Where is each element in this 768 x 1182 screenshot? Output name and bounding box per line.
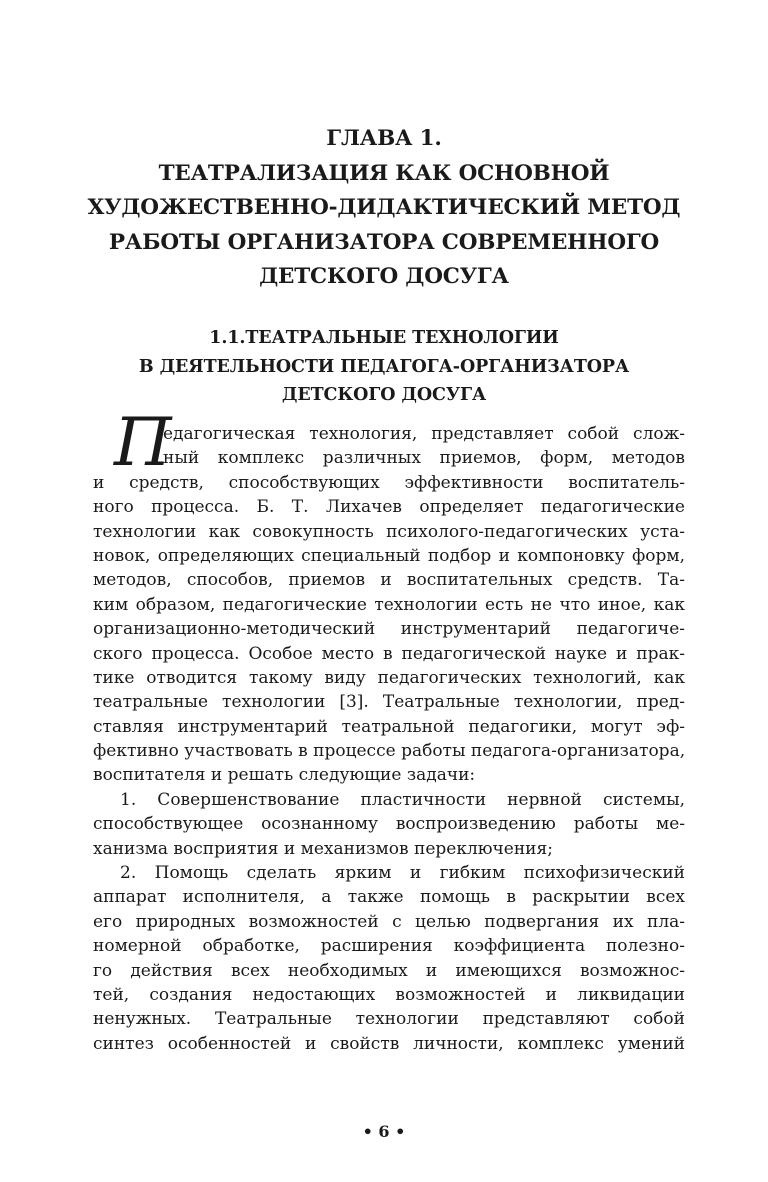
chapter-heading-line: ДЕТСКОГО ДОСУГА — [259, 264, 509, 289]
text-line: организационно-методический инструментарий педагогиче- — [93, 619, 685, 640]
text-line: технологии как совокупность психолого-педагогических уста- — [93, 521, 685, 542]
text-line: воспитателя и решать следующие задачи: — [93, 765, 476, 786]
text-line: 1. Совершенствование пластичности нервной системы, — [120, 789, 685, 810]
chapter-heading — [0, 122, 768, 295]
text-line: аппарат исполнителя, а также помощь в раскрытии всех — [93, 887, 685, 908]
text-line: театральные технологии [3]. Театральные технологии, пред- — [93, 692, 685, 713]
text-line: новок, определяющих специальный подбор и компоновку форм, — [93, 545, 685, 566]
section-heading-line: 1.1.ТЕАТРАЛЬНЫЕ ТЕХНОЛОГИИ — [209, 328, 559, 348]
text-line: синтез особенностей и свойств личности, комплекс умений — [93, 1033, 685, 1054]
text-line: 2. Помощь сделать ярким и гибким психофизический — [120, 863, 685, 884]
text-line: способствующее осознанному воспроизведению работы ме- — [93, 814, 685, 835]
text-line: ного процесса. Б. Т. Лихачев определяет педагогические — [93, 497, 685, 518]
chapter-heading-line: ГЛАВА 1. — [326, 126, 442, 151]
text-line: ким образом, педагогические технологии есть не что иное, как — [93, 594, 685, 615]
text-line: его природных возможностей с целью подвергания их пла- — [93, 911, 685, 932]
text-line: ненужных. Театральные технологии представляют собой — [93, 1009, 685, 1030]
text-line: методов, способов, приемов и воспитательных средств. Та- — [93, 570, 685, 591]
body-text — [93, 422, 685, 1056]
chapter-heading-line: ХУДОЖЕСТВЕННО-ДИДАКТИЧЕСКИЙ МЕТОД — [87, 195, 681, 220]
text-line: едагогическая технология, представляет собой слож- — [163, 424, 685, 444]
text-line: номерной обработке, расширения коэффициента полезно- — [93, 936, 685, 957]
chapter-heading-line: ТЕАТРАЛИЗАЦИЯ КАК ОСНОВНОЙ — [158, 160, 610, 186]
text-line: ставляя инструментарий театральной педагогики, могут эф- — [93, 716, 685, 737]
section-heading-line: В ДЕЯТЕЛЬНОСТИ ПЕДАГОГА-ОРГАНИЗАТОРА — [138, 356, 630, 377]
text-line: ского процесса. Особое место в педагогической науке и прак- — [93, 643, 685, 664]
page-number: • 6 • — [362, 1122, 406, 1141]
text-line: го действия всех необходимых и имеющихся возможнос- — [93, 960, 685, 981]
text-line: тике отводится такому виду педагогических технологий, как — [93, 667, 685, 688]
chapter-heading-line: РАБОТЫ ОРГАНИЗАТОРА СОВРЕМЕННОГО — [108, 229, 660, 255]
text-line: ханизма восприятия и механизмов переключения; — [93, 838, 553, 859]
section-heading-line: ДЕТСКОГО ДОСУГА — [281, 385, 487, 405]
text-line: фективно участвовать в процессе работы педагога-организатора, — [93, 741, 686, 762]
text-line: тей, создания недостающих возможностей и ликвидации — [93, 984, 685, 1005]
section-heading — [0, 324, 768, 410]
text-line: и средств, способствующих эффективности воспитатель- — [93, 472, 685, 493]
drop-cap: П — [114, 404, 172, 481]
text-line: ный комплекс различных приемов, форм, методов — [163, 448, 685, 469]
